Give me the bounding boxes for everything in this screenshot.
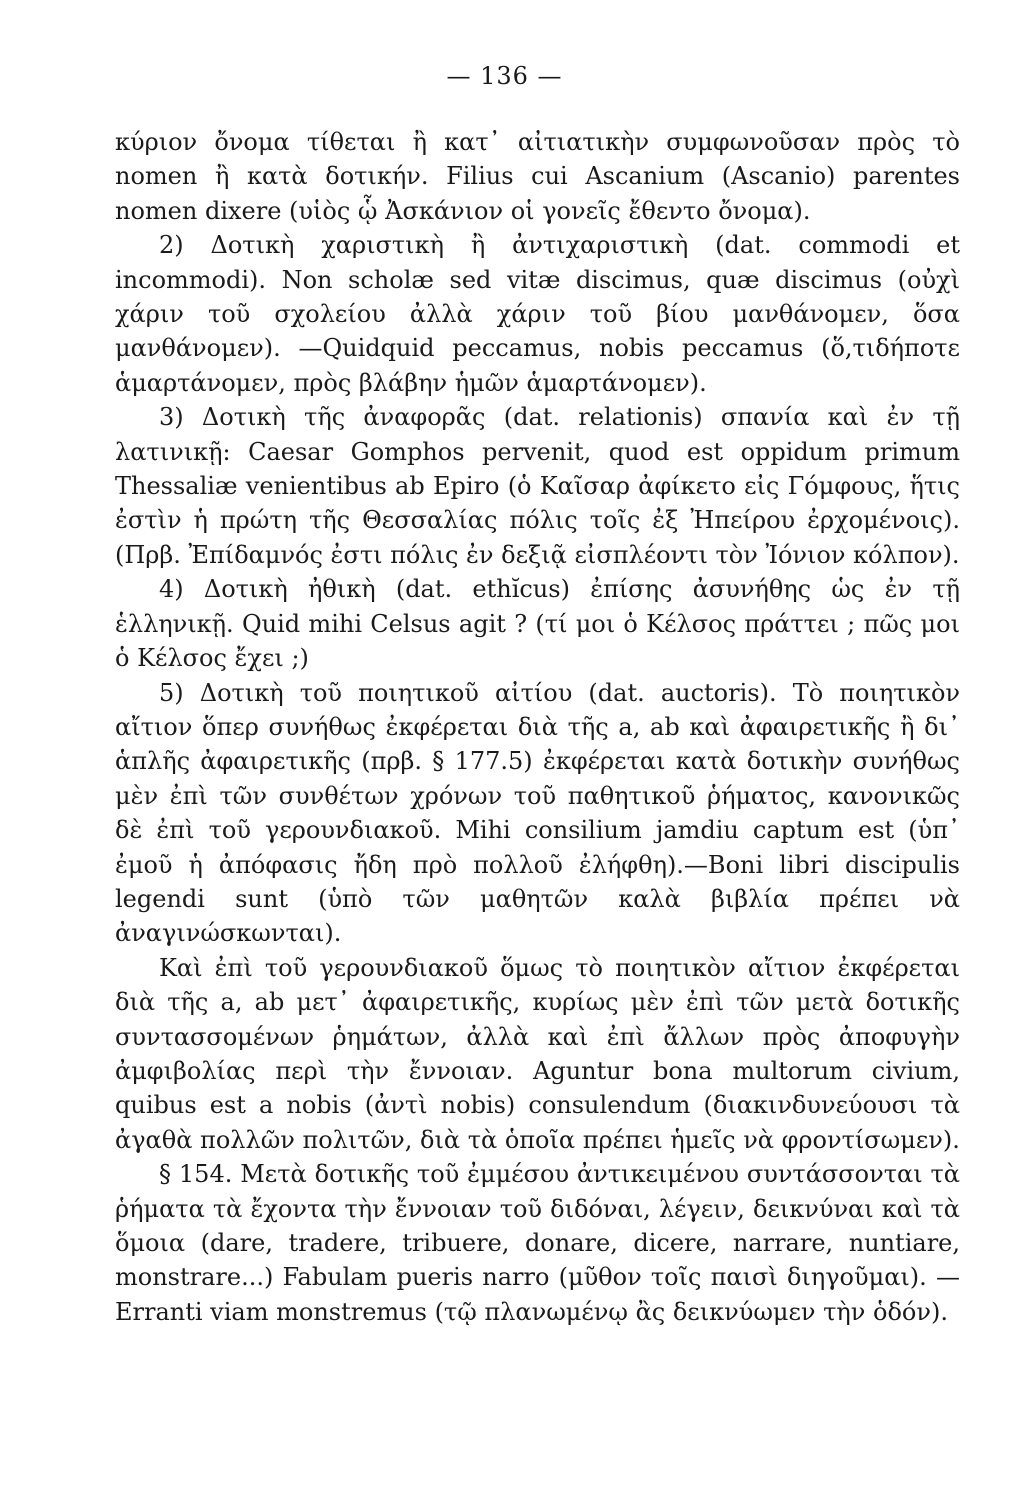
paragraph-dat-auctoris: 5) Δοτικὴ τοῦ ποιητικοῦ αἰτίου (dat. auctoris). Τὸ ποιητικὸν αἴτιον ὅπερ συνήθως ἐκφέρεται διὰ τῆς a, ab καὶ ἀφαιρετικῆς ἢ δι᾽ ἁπλῆς ἀφαιρετικῆς (πρβ. § 177.5) ἐκφέρεται κατὰ δοτικὴν συνήθως μὲν ἐπὶ τῶν συνθέτων χρόνων τοῦ παθητικοῦ ῥήματος, κανονικῶς δὲ ἐπὶ τοῦ γερουνδιακοῦ. Mihi consilium jamdiu captum est (ὑπ᾽ ἐμοῦ ἡ ἀπόφασις ἤδη πρὸ πολλοῦ ἐλήφθη).—Boni libri discipulis legendi sunt (ὑπὸ τῶν μαθητῶν καλὰ βιβλία πρέπει νὰ ἀναγινώσκωνται). — [115, 678, 960, 948]
paragraph-section-154: § 154. Μετὰ δοτικῆς τοῦ ἐμμέσου ἀντικειμένου συντάσσονται τὰ ῥήματα τὰ ἔχοντα τὴν ἔννοιαν τοῦ διδόναι, λέγειν, δεικνύναι καὶ τὰ ὅμοια (dare, tradere, tribuere, donare, dicere, narrare, nuntiare, monstrare...) Fabulam pueris narro (μῦθον τοῖς παισὶ διηγοῦμαι). —Erranti viam monstremus (τῷ πλανωμένῳ ἂς δεικνύωμεν τὴν ὁδόν). — [115, 1160, 960, 1326]
paragraph-dat-relationis: 3) Δοτικὴ τῆς ἀναφορᾶς (dat. relationis) σπανία καὶ ἐν τῇ λατινικῇ: Caesar Gomphos pervenit, quod est oppidum primum Thessaliæ venientibus ab Epiro (ὁ Καῖσαρ ἀφίκετο εἰς Γόμφους, ἥτις ἐστὶν ἡ πρώτη τῆς Θεσσαλίας πόλις τοῖς ἐξ Ἠπείρου ἐρχομένοις). (Πρβ. Ἐπίδαμνός ἐστι πόλις ἐν δεξιᾷ εἰσπλέοντι τὸν Ἰόνιον κόλπον). — [115, 403, 960, 569]
page-number: — 136 — — [446, 62, 563, 90]
paragraph-continuation: κύριον ὄνομα τίθεται ἢ κατ᾽ αἰτιατικὴν συμφωνοῦσαν πρὸς τὸ nomen ἢ κατὰ δοτικήν. Filius cui Ascanium (Ascanio) parentes nomen dixere (υἱὸς ᾧ Ἀσκάνιον οἱ γονεῖς ἔθεντο ὄνομα). — [115, 128, 960, 225]
paragraph-dat-commodi: 2) Δοτικὴ χαριστικὴ ἢ ἀντιχαριστικὴ (dat. commodi et incommodi). Non scholæ sed vitæ discimus, quæ discimus (οὐχὶ χάριν τοῦ σχολείου ἀλλὰ χάριν τοῦ βίου μανθάνομεν, ὅσα μανθάνομεν). —Quidquid peccamus, nobis peccamus (ὅ,τιδήποτε ἁμαρτάνομεν, πρὸς βλάβην ἡμῶν ἁμαρτάνομεν). — [115, 231, 960, 397]
paragraph-gerundive-note: Καὶ ἐπὶ τοῦ γερουνδιακοῦ ὅμως τὸ ποιητικὸν αἴτιον ἐκφέρεται διὰ τῆς a, ab μετ᾽ ἀφαιρετικῆς, κυρίως μὲν ἐπὶ τῶν μετὰ δοτικῆς συντασσομένων ῥημάτων, ἀλλὰ καὶ ἐπὶ ἄλλων πρὸς ἀποφυγὴν ἀμφιβολίας περὶ τὴν ἔννοιαν. Aguntur bona multorum civium, quibus est a nobis (ἀντὶ nobis) consulendum (διακινδυνεύουσι τὰ ἀγαθὰ πολλῶν πολιτῶν, διὰ τὰ ὁποῖα πρέπει ἡμεῖς νὰ φροντίσωμεν). — [115, 953, 960, 1154]
page-body — [115, 125, 960, 1329]
paragraph-dat-ethicus: 4) Δοτικὴ ἠθικὴ (dat. ethĭcus) ἐπίσης ἀσυνήθης ὡς ἐν τῇ ἑλληνικῇ. Quid mihi Celsus agit ? (τί μοι ὁ Κέλσος πράττει ; πῶς μοι ὁ Κέλσος ἔχει ;) — [115, 575, 960, 673]
